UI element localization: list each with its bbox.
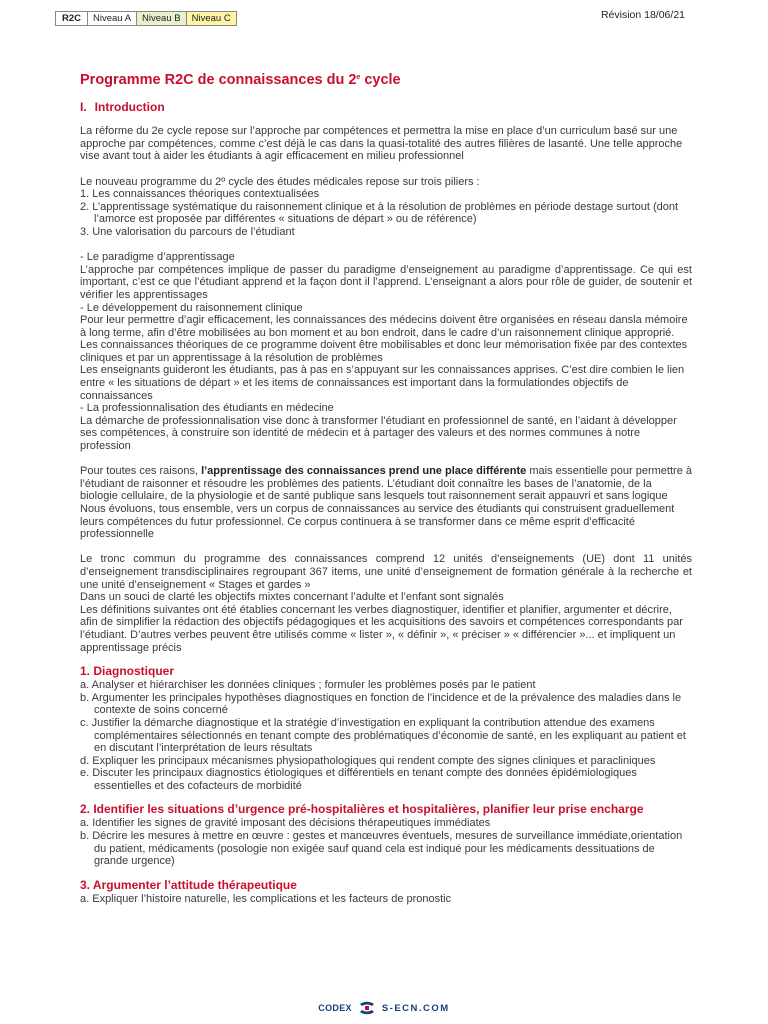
paragraph-definitions: Les définitions suivantes ont été établies concernant les verbes diagnostiquer, identifier et planifier, argumenter et décrire, afin de simplifier la rédaction des objectifs pédagogiques et les acquisitions des savoirs et compétences correspondants par l’étudiant. D’autres verbes peuvent être utilisés comme « lister », « définir », « préciser » « différencier »... et impliquent un apprentissage précis: [80, 603, 683, 654]
tag-niveau-b: Niveau B: [137, 12, 187, 25]
subheading-professionnalisation: - La professionnalisation des étudiants en médecine: [80, 402, 334, 415]
list-item: 1. Les connaissances théoriques contextualisées: [80, 188, 320, 201]
paragraph-clarte: Dans un souci de clarté les objectifs mixtes concernant l’adulte et l’enfant sont signalés: [80, 591, 504, 604]
list-item: e. Discuter les principaux diagnostics étiologiques et différentiels en tenant compte des données épidémiologiques essentielles et des cofacteurs de morbidité: [80, 767, 637, 792]
heading-diagnostiquer: 1. Diagnostiquer: [80, 664, 175, 679]
s-ecn-logo-icon: [358, 1001, 376, 1015]
list-item: a. Analyser et hiérarchiser les données cliniques ; formuler les problèmes posés par le patient: [80, 679, 536, 692]
paragraph-reforme: La réforme du 2e cycle repose sur l’approche par compétences et permettra la mise en place d’un curriculum basé sur une approche par compétences, comme c’est déjà le cas dans la quasi-totalité des autres filières de lasanté. Une telle approche vise avant tout à aider les étudiants à agir efficacement en milieu professionnel: [80, 125, 683, 163]
document-body: [80, 72, 692, 905]
list-item: c. Justifier la démarche diagnostique et la stratégie d’investigation en expliquant la contribution attendue des examens complémentaires sélectionnés en tenant compte des problématiques d’économie de santé, en les expliquant au patient et en discutant l’interprétation de leurs résultats: [80, 716, 686, 755]
tag-r2c: R2C: [56, 12, 88, 25]
revision-date: Révision 18/06/21: [600, 9, 685, 21]
tag-niveau-a: Niveau A: [88, 12, 137, 25]
tag-niveau-c: Niveau C: [187, 12, 236, 25]
footer-logo: [0, 1001, 768, 1015]
list-item: b. Argumenter les principales hypothèses diagnostiques en fonction de l’incidence et de la prévalence des maladies dans le contexte de soins concerné: [80, 691, 682, 717]
level-tags: [55, 11, 237, 26]
site-name: S-ECN.COM: [381, 1002, 450, 1014]
list-item: 3. Une valorisation du parcours de l’étudiant: [80, 225, 295, 238]
page-title: Programme R2C de connaissances du 2e cycle: [80, 72, 401, 88]
heading-therapeutique: 3. Argumenter l’attitude thérapeutique: [80, 877, 297, 892]
subheading-paradigme: - Le paradigme d’apprentissage: [80, 251, 235, 264]
heading-urgence: 2. Identifier les situations d’urgence pré-hospitalières et hospitalières, planifier leur prise encharge: [80, 802, 644, 817]
paragraph-paradigme: L’approche par compétences implique de passer du paradigme d’enseignement au paradigme d’apprentissage. Ce qui est important, c’est ce que l’étudiant apprend et la façon dont il l’apprend. L’enseignant a alors pour rôle de guider, de soutenir et vérifier les apprentissages: [80, 263, 692, 301]
paragraph-corpus: Nous évoluons, tous ensemble, vers un corpus de connaissances au service des étudiants qui construisent graduellement leurs compétences du futur professionnel. Ce corpus continuera à se transformer dans ce même esprit d’efficacité professionnelle: [80, 503, 675, 541]
list-item: b. Décrire les mesures à mettre en œuvre : gestes et manœuvres éventuels, mesures de surveillance immédiate,orientation du patient, médicaments (posologie non exigée sauf quand cela est indiqué pour les médicaments dessituations de grande urgence): [80, 830, 683, 868]
paragraph-raisonnement: Pour leur permettre d’agir efficacement, les connaissances des médecins doivent être organisées en réseau dansla mémoire à long terme, afin d’être mobilisées au bon moment et au bon endroit, dans le cadre d’un raisonnement clinique approprié. Les connaissances théoriques de ce programme doivent être mobilisables et donc leur mémorisation fixée par des contextes cliniques et par un apprentissage à la résolution de problèmes: [80, 314, 688, 364]
list-item: a. Expliquer l’histoire naturelle, les complications et les facteurs de pronostic: [80, 892, 452, 905]
section-heading-introduction: I. Introduction: [80, 99, 165, 114]
paragraph-professionnalisation: La démarche de professionnalisation vise donc à transformer l’étudiant en professionnel de santé, en l’aidant à développer ses compétences, à construire son identité de médecin et à partager des valeurs et des normes communes à notre profession: [80, 414, 677, 453]
codex-logo: CODEX: [318, 1003, 352, 1013]
subheading-raisonnement: - Le développement du raisonnement clinique: [80, 301, 303, 314]
list-item: d. Expliquer les principaux mécanismes physiopathologiques qui rendent compte des signes cliniques et paracliniques: [80, 754, 656, 767]
list-item: 2. L’apprentissage systématique du raisonnement clinique et à la résolution de problèmes en période destage surtout (dont l’amorce est proposée par différentes « situations de départ » ou de référence): [80, 200, 679, 226]
paragraph-tronc-commun: Le tronc commun du programme des connaissances comprend 12 unités d’enseignements (UE) dont 11 unités d’enseignement transdisciplinaires regroupant 367 items, une unité d’enseignement de formation générale à la recherche et une unité d’enseignement « Stages et gardes »: [80, 553, 692, 591]
list-item: a. Identifier les signes de gravité imposant des décisions thérapeutiques immédiates: [80, 817, 491, 830]
paragraph-piliers-intro: Le nouveau programme du 2º cycle des études médicales repose sur trois piliers :: [80, 175, 480, 188]
paragraph-enseignants: Les enseignants guideront les étudiants, pas à pas en s’appuyant sur les connaissances apprises. C’est dire combien le lien entre « les situations de départ » et les items de connaissances est important dans la formulationdes objectifs de connaissances: [80, 364, 685, 402]
paragraph-raisons: Pour toutes ces raisons, l’apprentissage des connaissances prend une place différente mais essentielle pour permettre à l’étudiant de raisonner et résoudre les problèmes des patients. L’étudiant doit connaître les bases de l’anatomie, de la biologie cellulaire, de la physiologie et de santé publique sans lesquels tout raisonnement serait appauvri et sans logique: [80, 465, 692, 503]
